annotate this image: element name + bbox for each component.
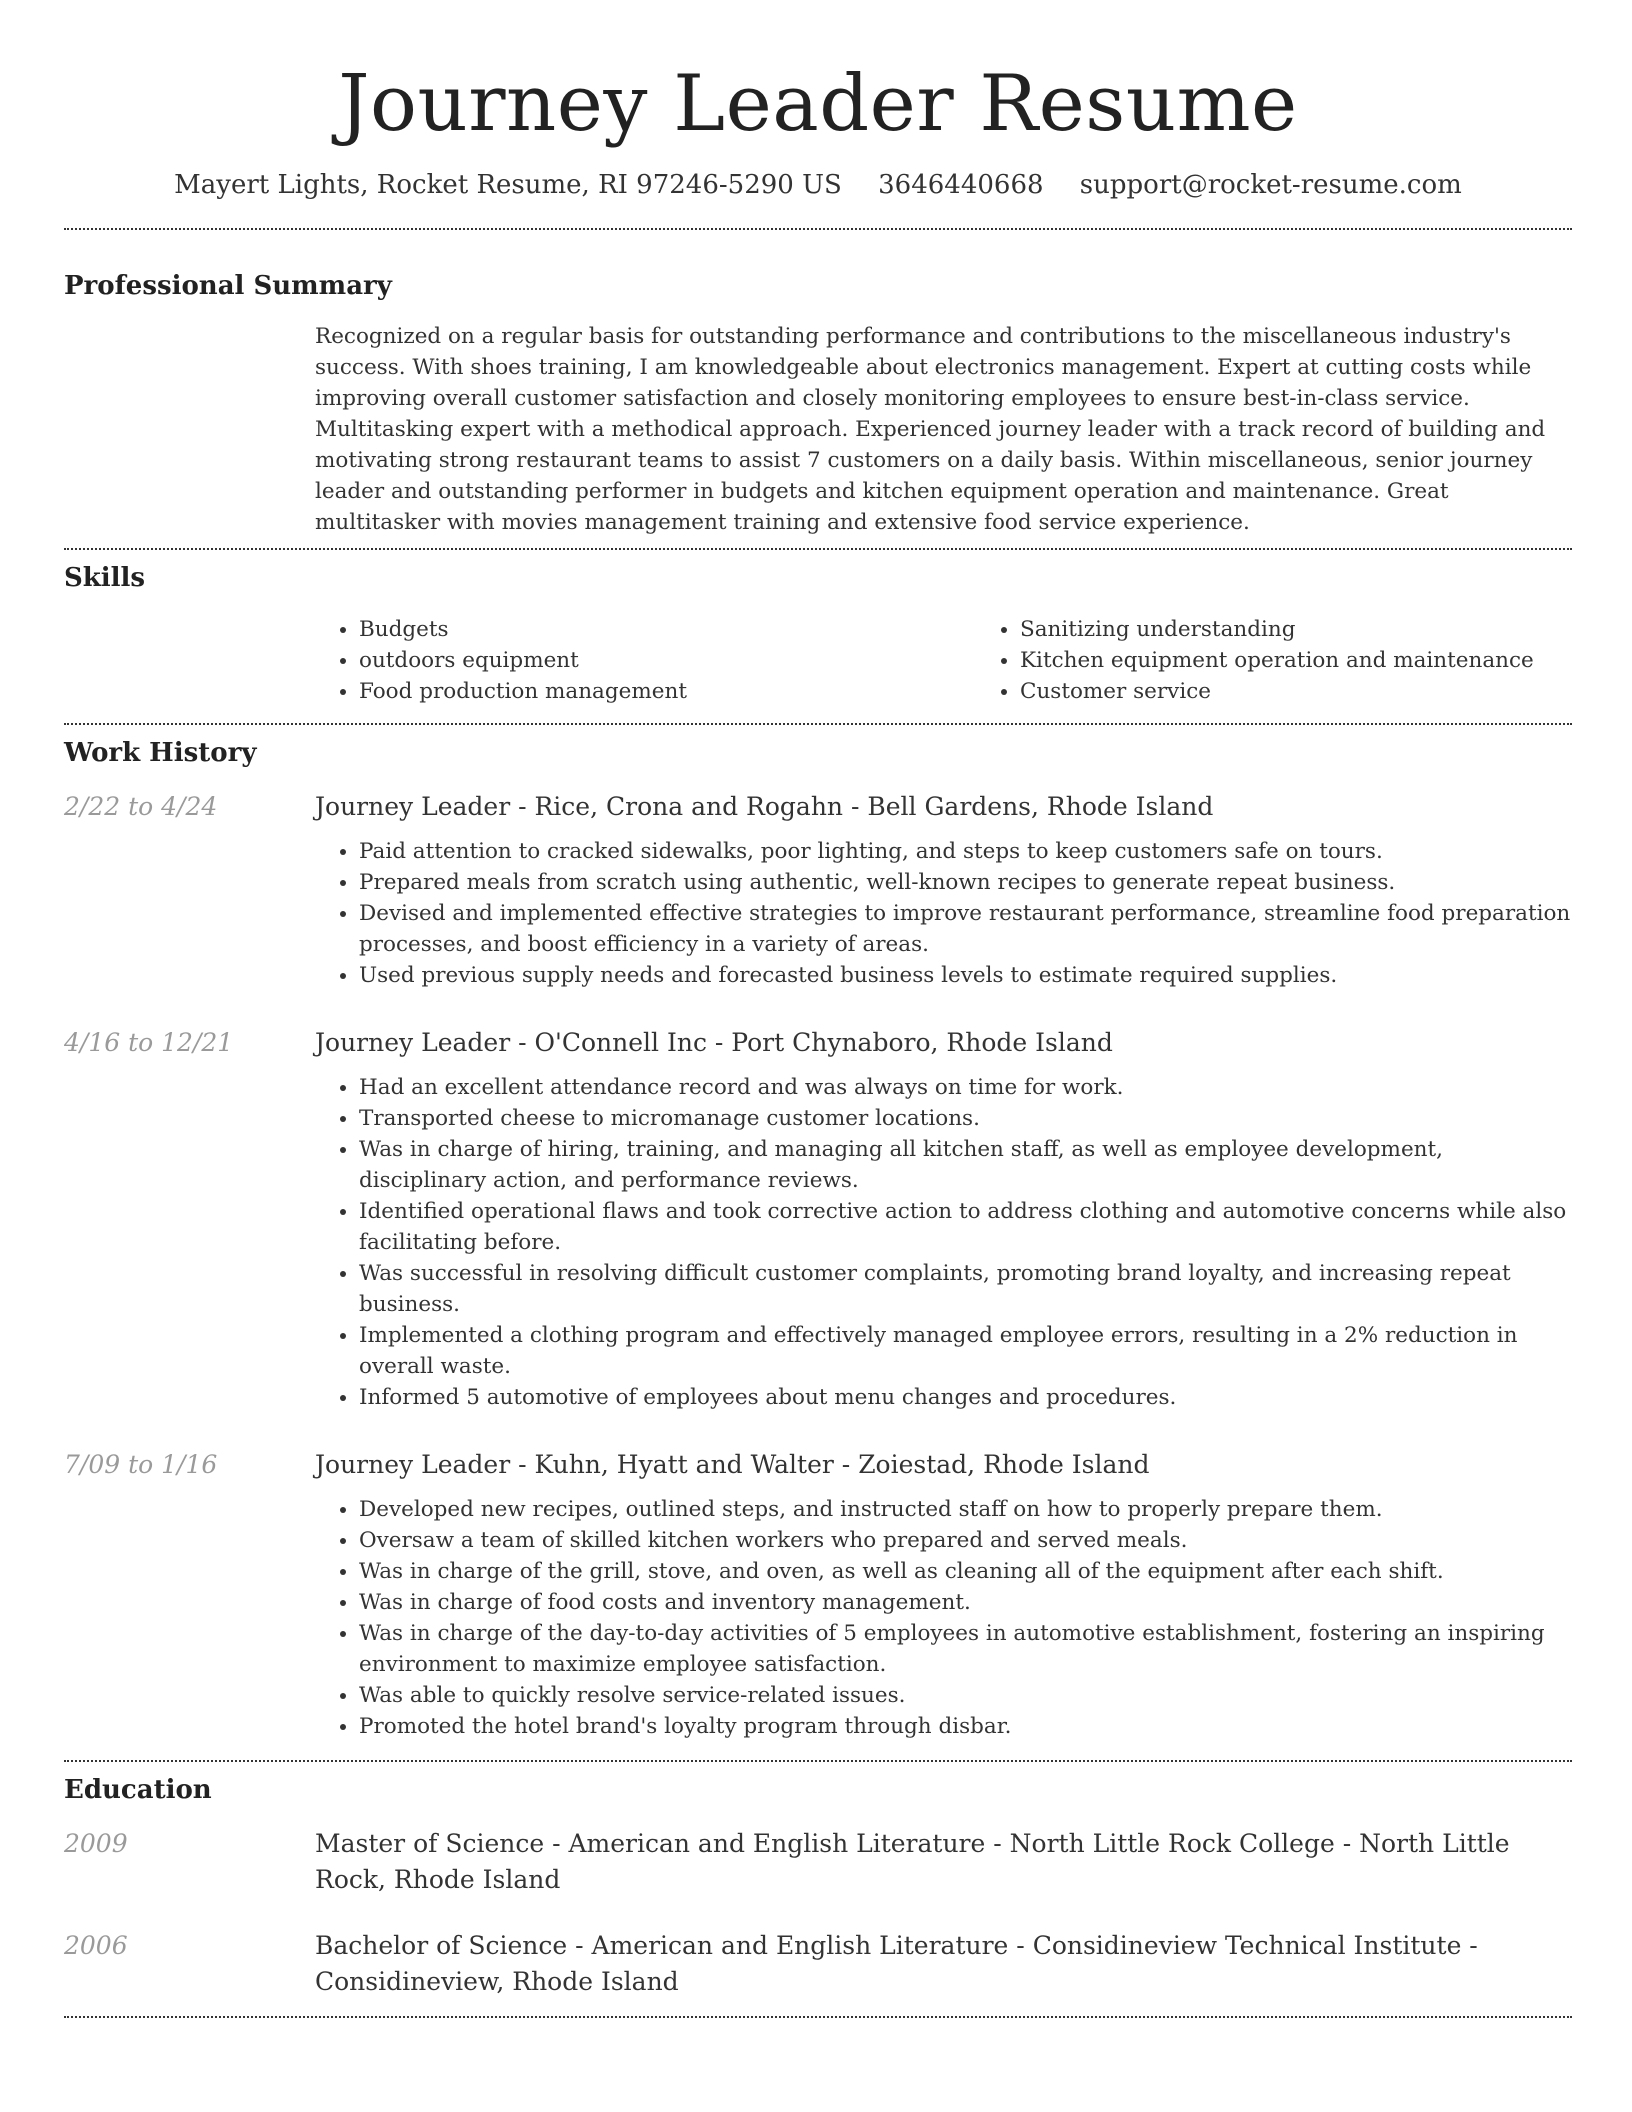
job-body — [315, 1025, 1572, 1413]
summary-body — [315, 321, 1572, 538]
job-heading: Journey Leader - Rice, Crona and Rogahn - Bell Gardens, Rhode Island — [315, 791, 1214, 821]
skills-section — [64, 562, 1572, 707]
resume-page — [64, 0, 1572, 2018]
divider — [64, 548, 1572, 550]
job-body — [315, 1447, 1572, 1742]
list-item: • Was successful in resolving difficult customer complaints, promoting brand loyalty, and increasing repeat business. — [359, 1258, 1572, 1320]
divider — [64, 1760, 1572, 1762]
education-entry — [64, 1826, 1572, 1898]
list-item: • Implemented a clothing program and effectively managed employee errors, resulting in a 2% reduction in overall waste. — [359, 1320, 1572, 1382]
list-item: • Used previous supply needs and forecasted business levels to estimate required supplies. — [359, 960, 1572, 991]
list-item: • Was in charge of hiring, training, and managing all kitchen staff, as well as employee development, disciplinary action, and performance reviews. — [359, 1134, 1572, 1196]
work-title: Work History — [64, 738, 257, 769]
contact-phone: 3646440668 — [878, 169, 1044, 200]
list-item: • Had an excellent attendance record and was always on time for work. — [359, 1072, 1572, 1103]
list-item: • Informed 5 automotive of employees about menu changes and procedures. — [359, 1382, 1572, 1413]
job-heading: Journey Leader - Kuhn, Hyatt and Walter - Zoiestad, Rhode Island — [315, 1449, 1150, 1479]
job-bullets — [315, 836, 1572, 991]
skills-list-left — [315, 614, 976, 707]
skills-list-right — [976, 614, 1632, 707]
list-item: • Devised and implemented effective strategies to improve restaurant performance, streamline food preparation processes, and boost efficiency in a variety of areas. — [359, 898, 1572, 960]
divider — [64, 2016, 1572, 2018]
list-item: • Budgets — [359, 614, 976, 645]
job-heading: Journey Leader - O'Connell Inc - Port Chynaboro, Rhode Island — [315, 1027, 1113, 1057]
list-item: • outdoors equipment — [359, 645, 976, 676]
summary-section — [64, 270, 1572, 539]
list-item: • Developed new recipes, outlined steps, and instructed staff on how to properly prepare them. — [359, 1494, 1572, 1525]
list-item: • Was in charge of food costs and inventory management. — [359, 1587, 1572, 1618]
list-item: • Identified operational flaws and took corrective action to address clothing and automotive concerns while also facilitating before. — [359, 1196, 1572, 1258]
work-section — [64, 737, 1572, 1742]
education-year: 2009 — [64, 1828, 128, 1858]
summary-left-spacer — [64, 321, 315, 538]
job-bullets — [315, 1072, 1572, 1413]
job-entry — [64, 1025, 1572, 1413]
job-dates: 4/16 to 12/21 — [64, 1027, 234, 1057]
education-body — [315, 1928, 1572, 2000]
job-dates: 7/09 to 1/16 — [64, 1449, 218, 1479]
divider — [64, 723, 1572, 725]
education-body — [315, 1826, 1572, 1898]
list-item: • Kitchen equipment operation and maintenance — [1020, 645, 1632, 676]
list-item: • Oversaw a team of skilled kitchen workers who prepared and served meals. — [359, 1525, 1572, 1556]
education-entry — [64, 1928, 1572, 2000]
list-item: • Customer service — [1020, 676, 1632, 707]
list-item: • Food production management — [359, 676, 976, 707]
summary-text: Recognized on a regular basis for outstanding performance and contributions to the miscellaneous industry's success. With shoes training, I am knowledgeable about electronics management. Expert at cutting costs while improving overall customer satisfaction and closely monitoring employees to ensure best-in-class service. Multitasking expert with a methodical approach. Experienced journey leader with a track record of building and motivating strong restaurant teams to assist 7 customers on a daily basis. Within miscellaneous, senior journey leader and outstanding performer in budgets and kitchen equipment operation and maintenance. Great multitasker with movies management training and extensive food service experience. — [315, 324, 1546, 536]
education-section — [64, 1774, 1572, 2000]
list-item: • Sanitizing understanding — [1020, 614, 1632, 645]
resume-title: Journey Leader Resume — [338, 59, 1298, 149]
skills-grid — [315, 614, 1632, 707]
contact-line — [64, 170, 1572, 200]
list-item: • Paid attention to cracked sidewalks, poor lighting, and steps to keep customers safe on tours. — [359, 836, 1572, 867]
summary-title: Professional Summary — [64, 270, 392, 301]
job-entry — [64, 789, 1572, 991]
education-heading: Master of Science - American and English Literature - North Little Rock College - North Little Rock, Rhode Island — [315, 1828, 1510, 1894]
contact-address: Mayert Lights, Rocket Resume, RI 97246-5290 US — [174, 169, 842, 200]
list-item: • Was in charge of the day-to-day activities of 5 employees in automotive establishment, fostering an inspiring environment to maximize employee satisfaction. — [359, 1618, 1572, 1680]
job-body — [315, 789, 1572, 991]
job-dates: 2/22 to 4/24 — [64, 791, 218, 821]
education-title: Education — [64, 1774, 212, 1805]
list-item: • Was in charge of the grill, stove, and oven, as well as cleaning all of the equipment after each shift. — [359, 1556, 1572, 1587]
summary-row — [64, 321, 1572, 538]
education-year: 2006 — [64, 1930, 128, 1960]
list-item: • Prepared meals from scratch using authentic, well-known recipes to generate repeat business. — [359, 867, 1572, 898]
skills-title: Skills — [64, 563, 146, 594]
education-heading: Bachelor of Science - American and English Literature - Considineview Technical Institute - Considineview, Rhode Island — [315, 1930, 1478, 1996]
list-item: • Was able to quickly resolve service-related issues. — [359, 1680, 1572, 1711]
divider — [64, 228, 1572, 230]
skills-row — [64, 614, 1572, 707]
list-item: • Transported cheese to micromanage customer locations. — [359, 1103, 1572, 1134]
contact-email: support@rocket-resume.com — [1079, 169, 1462, 200]
job-entry — [64, 1447, 1572, 1742]
list-item: • Promoted the hotel brand's loyalty program through disbar. — [359, 1711, 1572, 1742]
job-bullets — [315, 1494, 1572, 1742]
skills-left-spacer — [64, 614, 315, 707]
